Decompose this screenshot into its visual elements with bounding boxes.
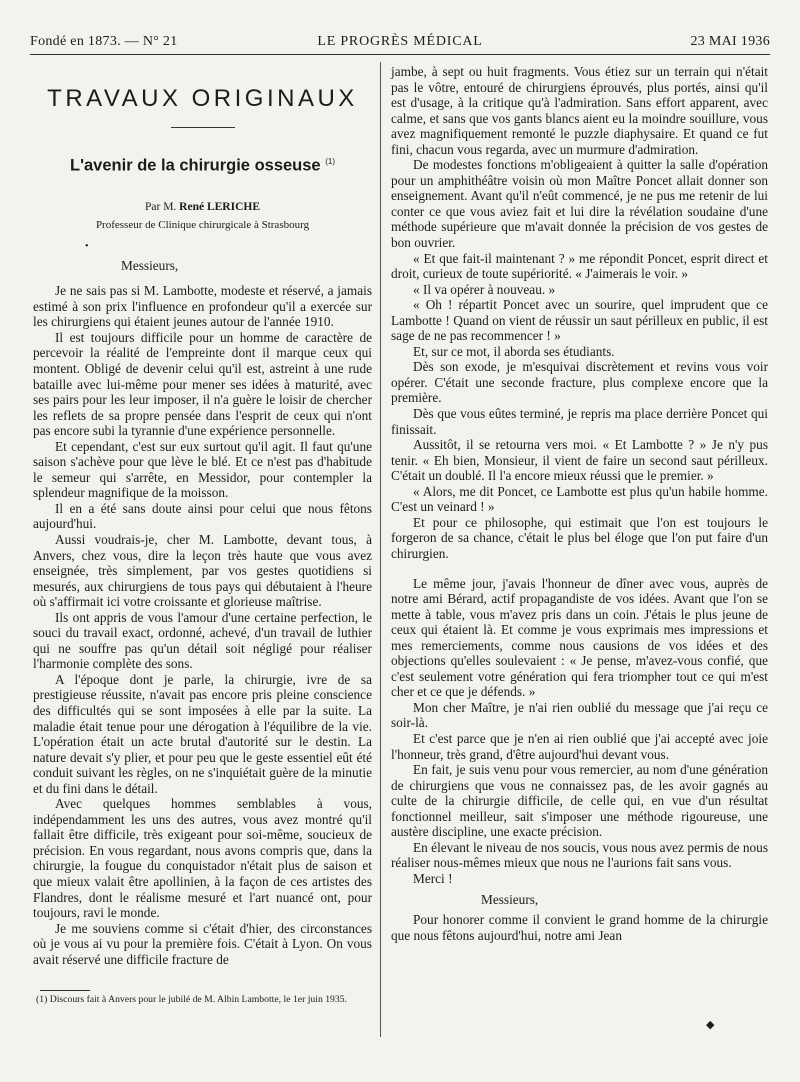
paragraph: Je me souviens comme si c'était d'hier, des circonstances où je vous ai vu pour la première fois. C'était à Lyon. On vous avait réservé une difficile fracture de xyxy=(33,920,372,967)
salutation: Messieurs, xyxy=(121,257,179,273)
journal-title: LE PROGRÈS MÉDICAL xyxy=(317,34,483,49)
paragraph: Il est toujours difficile pour un homme de caractère de percevoir la réalité de l'empreinte dont il marque ceux qui montent. Obligé de devenir celui qu'il est, astreint à une rude bataille avec lui-même pour mener ses idées à maturité, avec ses pairs pour les leur imposer, il n'a guère le loisir de chercher les reflets de sa propre pensée dans l'esprit de ceux qui n'ont pas encore subi la tyrannie d'une expérience personnelle. xyxy=(33,329,372,439)
paragraph: jambe, à sept ou huit fragments. Vous étiez sur un terrain qui n'était pas le vôtre, entouré de chirurgiens éprouvés, plus portés, ainsi qu'il est d'usage, à la critique qu'à l'admiration. Sans effort apparent, avec calme, et sans que vos gants blancs aient eu la moindre souillure, vous avez magnifiquement remonté le puzzle diaphysaire. Et quand ce fut fini, chacun vous regarda, avec un murmure d'admiration. xyxy=(391,64,768,157)
footnote: (1) Discours fait à Anvers pour le jubilé de M. Albin Lambotte, le 1er juin 1935. xyxy=(36,994,348,1005)
section-title: TRAVAUX ORIGINAUX xyxy=(47,85,358,112)
paragraph: Le même jour, j'avais l'honneur de dîner avec vous, auprès de notre ami Bérard, actif propagandiste de vos idées. Avant que l'on se mette à table, vous m'avez pris dans un coin. J'étais le plus jeune de ceux qui étaient là. Et comme je vous exprimais mes impressions et mes remerciements, comme nous causions de vos idées et des objections qu'elles soulevaient : « Je pense, m'avez-vous confié, que c'est seulement votre génération qui fera triompher tout ce qui m'est cher et ce que je défends. » xyxy=(391,575,768,700)
paragraph: Il en a été sans doute ainsi pour celui que nous fêtons aujourd'hui. xyxy=(33,500,372,532)
column-divider xyxy=(380,62,381,1037)
running-header xyxy=(30,34,770,52)
author-name: René LERICHE xyxy=(179,200,260,213)
paragraph: Et pour ce philosophe, qui estimait que l'on est toujours le forgeron de sa chance, c'était le plus bel éloge que l'on put faire d'un chirurgien. xyxy=(391,514,768,561)
article-title xyxy=(33,154,372,174)
paragraph: « Alors, me dit Poncet, ce Lambotte est plus qu'un habile homme. C'est un veinard ! » xyxy=(391,483,768,515)
header-rule xyxy=(30,54,770,55)
footnote-ref: (1) xyxy=(325,156,335,166)
paragraph: Dès son exode, je m'esquivai discrètement et revins vous voir opérer. C'était une seconde fracture, plus complexe encore que la première. xyxy=(391,359,768,406)
right-column xyxy=(391,64,768,943)
byline xyxy=(33,200,372,216)
author-affiliation: Professeur de Clinique chirurgicale à Strasbourg xyxy=(95,219,310,232)
paragraph: Pour honorer comme il convient le grand homme de la chirurgie que nous fêtons aujourd'hui, notre ami Jean xyxy=(391,911,768,943)
paragraph: Aussitôt, il se retourna vers moi. « Et Lambotte ? » Je n'y pus tenir. « Eh bien, Monsieur, il vient de faire un second saut périlleux. C'était un doublé. Il l'a encore mieux réussi que le premier. » xyxy=(391,437,768,484)
paragraph: Ils ont appris de vous l'amour d'une certaine perfection, le souci du travail exact, ordonné, achevé, d'un travail de luthier qui ne souffre pas qu'un détail soit négligé pour réaliser l'harmonie complète des sons. xyxy=(33,609,372,672)
title-rule xyxy=(171,127,235,128)
paragraph: Et cependant, c'est sur eux surtout qu'il agit. Il faut qu'une saison s'achève pour que lève le blé. Et ce n'est pas d'habitude le semeur qui s'arrête, en Messidor, pour contempler la splendeur magnifique de la moisson. xyxy=(33,438,372,501)
paragraph: En élevant le niveau de nos soucis, vous nous avez permis de nous réaliser nous-mêmes mieux que nous ne l'aurions fait sans vous. xyxy=(391,839,768,871)
dot-mark: • xyxy=(85,240,89,252)
paragraph: Et, sur ce mot, il aborda ses étudiants. xyxy=(413,343,615,359)
founded-issue: Fondé en 1873. — N° 21 xyxy=(30,34,178,49)
paragraph: Et c'est parce que je n'en ai rien oublié que j'ai accepté avec joie l'honneur, très grand, d'être aujourd'hui devant vous. xyxy=(391,730,768,762)
paragraph: Dès que vous eûtes terminé, je repris ma place derrière Poncet qui finissait. xyxy=(391,406,768,437)
left-column xyxy=(33,64,372,967)
diamond-icon: ◆ xyxy=(706,1019,715,1031)
paragraph: Je ne sais pas si M. Lambotte, modeste et réservé, a jamais estimé à son prix l'influence en profondeur qu'il a exercée sur les chirurgiens qui étaient jeunes autour de l'année 1910. xyxy=(33,283,372,330)
paragraph: « Oh ! répartit Poncet avec un sourire, quel imprudent que ce Lambotte ! Quand on vient de réussir un saut périlleux en public, il est sage de ne pas recommencer ! » xyxy=(391,297,768,344)
issue-date: 23 MAI 1936 xyxy=(690,34,770,49)
paragraph: « Il va opérer à nouveau. » xyxy=(413,281,556,297)
paragraph: Aussi voudrais-je, cher M. Lambotte, devant tous, à Anvers, chez vous, dire la leçon très haute que vous avez enseignée, très simplement, par vos gestes quotidiens si mesurés, aux chirurgiens de tous pays qui débutaient à l'heure où s'affirmait ici votre croissante et glorieuse maîtrise. xyxy=(33,531,372,610)
footnote-rule xyxy=(40,990,90,991)
paragraph: En fait, je suis venu pour vous remercier, au nom d'une génération de chirurgiens que vous ne connaissez pas, de les avoir gagnés au culte de la chirurgie difficile, de celle qui, en vue d'un résultat fonctionnel meilleur, sait s'imposer une méthode rigoureuse, une austère discipline, une exacte précision. xyxy=(391,762,768,840)
salutation-2: Messieurs, xyxy=(481,892,539,908)
paragraph: « Et que fait-il maintenant ? » me répondit Poncet, esprit direct et droit, curieux de toute supériorité. « J'aimerais le voir. » xyxy=(391,250,768,282)
paragraph: De modestes fonctions m'obligeaient à quitter la salle d'opération pour un amphithéâtre voisin où mon Maître Poncet allait donner son enseignement. Avant qu'il n'eût commencé, je ne pus me retenir de lui conter ce que vous aviez fait et lui dire la révélation soudaine d'une méthode supérieure que m'avait donnée la précision de vos gestes de bon ouvrier. xyxy=(391,157,768,251)
byline-prefix: Par M. xyxy=(144,200,177,213)
paragraph: A l'époque dont je parle, la chirurgie, ivre de sa prestigieuse réussite, n'avait pas encore pris pleine conscience des difficultés qui se sont imposées à elle par la suite. La maladie était tenue pour une dérogation à l'équilibre de la vie. L'opération était un acte brutal d'autorité sur le destin. La nature devait s'y plier, et pour peu que le geste essentiel eût été conduit suivant les règles, on ne s'inquiétait guère de la minutie et du fini dans le détail. xyxy=(33,671,372,796)
paragraph: Avec quelques hommes semblables à vous, indépendamment les uns des autres, vous avez montré qu'il fallait être difficile, très exigeant pour soi-même, soucieux de précision. En vous regardant, nous avons compris que, dans la chirurgie, la fougue du conquistador n'était plus de saison et que mieux valait être apollinien, à la façon de ces artistes des Flandres, dont le réalisme mesuré et l'art nuancé ont, pour toujours, ravi le monde. xyxy=(33,796,372,921)
paragraph: Mon cher Maître, je n'ai rien oublié du message que j'ai reçu ce soir-là. xyxy=(391,699,768,731)
article-title-text: L'avenir de la chirurgie osseuse xyxy=(70,156,321,175)
thanks: Merci ! xyxy=(413,870,453,886)
